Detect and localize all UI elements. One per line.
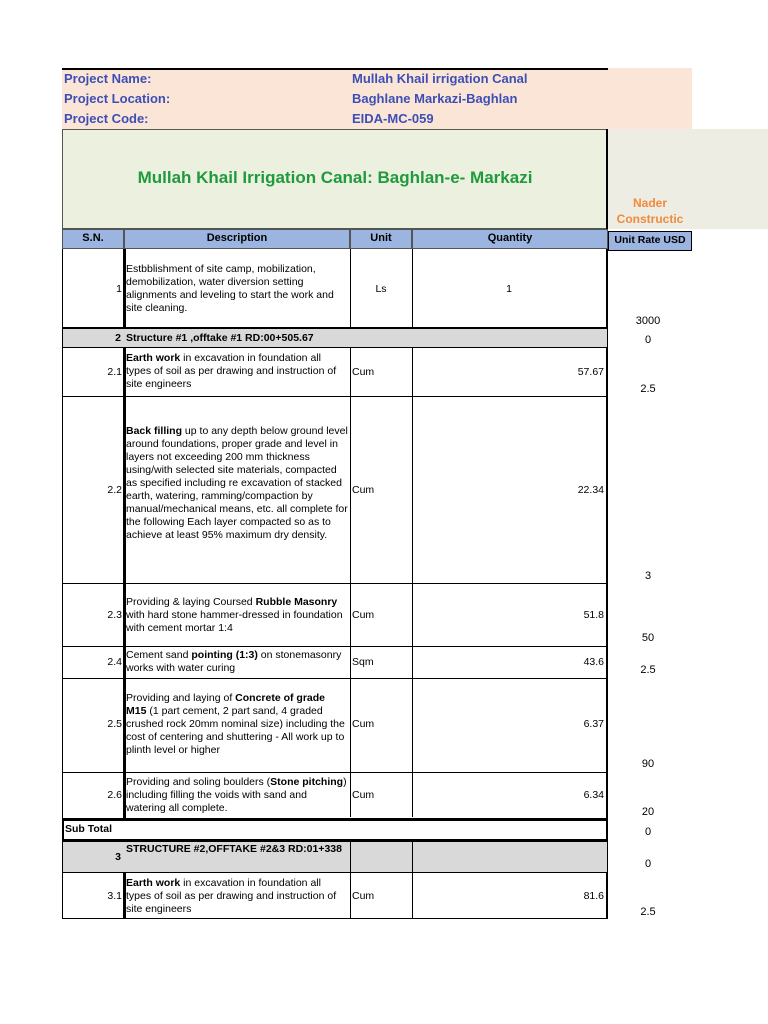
header-unit-rate: Unit Rate USD	[608, 231, 692, 251]
row-3-1-quantity: 81.6	[583, 890, 604, 902]
project-code-value: EIDA-MC-059	[352, 111, 434, 126]
row-2-2-text: up to any depth below ground level around foundations, proper grade and level in layers not exceeding 200 mm thickness using/with selected site materials, compacted as specified including re excavation of stacked earth, watering, ramming/compaction by manual/mechanical means, etc. all complete for the following Each layer compacted so as to achieve at least 95% maximum dry density.	[126, 425, 348, 541]
row-divider	[62, 678, 608, 679]
section-3-sn: 3	[115, 851, 121, 863]
contractor-name-line2: Constructic	[616, 212, 684, 226]
row-2-2-bold: Back filling	[126, 425, 183, 437]
project-name-value: Mullah Khail irrigation Canal	[352, 71, 528, 86]
row-2-1-unit: Cum	[352, 366, 375, 378]
row-2-3-bold: Rubble Masonry	[255, 596, 338, 608]
row-2-2-rate: 3	[644, 570, 652, 582]
row-2-2-quantity: 22.34	[577, 484, 604, 496]
row-2-6-pre: Providing and soling boulders (	[126, 776, 271, 788]
row-divider	[62, 772, 608, 773]
section-3-divider	[412, 841, 413, 919]
row-2-1-quantity: 57.67	[577, 366, 604, 378]
row-2-6-bold: Stone pitching	[270, 776, 344, 788]
header-description: Description	[124, 229, 350, 249]
row-1-unit: Ls	[375, 283, 387, 295]
row-2-5-rate: 90	[641, 758, 655, 770]
row-2-1-rate: 2.5	[640, 383, 656, 395]
row-2-6-sn: 2.6	[107, 789, 122, 801]
subtotal-label: Sub Total	[65, 823, 113, 835]
header-sn: S.N.	[62, 229, 124, 249]
row-2-4-rate: 2.5	[640, 664, 656, 676]
row-1-rate: 3000	[635, 315, 661, 327]
row-2-5-description	[126, 692, 348, 757]
row-2-4-description	[126, 649, 348, 675]
row-2-4-quantity: 43.6	[583, 656, 604, 668]
row-2-5-bold: Concrete of grade M15	[126, 692, 326, 717]
project-location-label: Project Location:	[64, 91, 171, 106]
row-2-6-quantity: 6.34	[583, 789, 604, 801]
row-divider	[62, 583, 608, 584]
row-2-3-pre: Providing & laying Coursed	[126, 596, 256, 608]
row-2-4-text: on stonemasonry works with water curing	[126, 649, 342, 674]
row-2-5-pre: Providing and laying of	[126, 692, 236, 704]
project-location-value: Baghlane Markazi-Baghlan	[352, 91, 518, 106]
project-code-label: Project Code:	[64, 111, 149, 126]
row-2-6-rate: 20	[641, 806, 655, 818]
row-2-5-text: (1 part cement, 2 part sand, 4 graded crushed rock 20mm nominal size) including the cost of centering and shuttering - All work up to plinth level or higher	[126, 705, 345, 756]
row-2-2-unit: Cum	[352, 484, 375, 496]
row-2-3-unit: Cum	[352, 609, 375, 621]
row-2-3-sn: 2.3	[107, 609, 122, 621]
contractor-name-line1: Nader	[632, 196, 667, 210]
row-2-1-text: in excavation in foundation all types of soil as per drawing and instruction of site engineers	[126, 352, 337, 390]
row-3-1-sn: 3.1	[107, 890, 122, 902]
row-divider	[62, 918, 608, 919]
row-1-description: Estbblishment of site camp, mobilization, demobilization, water diversion setting alignments and leveling to start the work and site cleaning.	[126, 263, 334, 314]
subtotal-row	[62, 819, 608, 841]
row-2-2-sn: 2.2	[107, 484, 122, 496]
row-2-1-bold: Earth work	[126, 352, 181, 364]
row-2-4-bold: pointing (1:3)	[191, 649, 258, 661]
row-2-6-unit: Cum	[352, 789, 375, 801]
row-2-2-description	[126, 425, 348, 542]
row-1-sn: 1	[116, 283, 122, 295]
section-3-rate: 0	[644, 858, 652, 870]
row-3-1-rate: 2.5	[640, 906, 656, 918]
subtotal-rate: 0	[644, 826, 652, 838]
row-3-1-unit: Cum	[352, 890, 375, 902]
row-2-4-pre: Cement sand	[126, 649, 192, 661]
row-2-5-quantity: 6.37	[583, 718, 604, 730]
header-unit: Unit	[350, 229, 412, 249]
row-1-quantity: 1	[506, 283, 512, 295]
row-3-1-description	[126, 877, 348, 916]
section-2-sn: 2	[115, 332, 121, 344]
row-2-5-unit: Cum	[352, 718, 375, 730]
row-2-5-sn: 2.5	[107, 718, 122, 730]
row-2-3-rate: 50	[641, 632, 655, 644]
row-2-6-description	[126, 776, 348, 815]
row-2-6-text: ) including filling the voids with sand and watering all complete.	[126, 776, 347, 814]
row-2-1-sn: 2.1	[107, 366, 122, 378]
row-3-1-bold: Earth work	[126, 877, 181, 889]
row-divider	[62, 646, 608, 647]
header-quantity: Quantity	[412, 229, 608, 249]
section-3-title: STRUCTURE #2,OFFTAKE #2&3 RD:01+338	[126, 843, 342, 855]
page-title: Mullah Khail Irrigation Canal: Baghlan-e- Markazi	[137, 168, 533, 187]
row-divider	[62, 396, 608, 397]
section-2-rate: 0	[644, 334, 652, 346]
row-2-1-description	[126, 352, 348, 391]
row-2-4-sn: 2.4	[107, 656, 122, 668]
row-2-3-text: with hard stone hammer-dressed in foundation with cement mortar 1:4	[126, 609, 343, 634]
row-3-1-text: in excavation in foundation all types of soil as per drawing and instruction of site engineers	[126, 877, 337, 915]
row-2-3-quantity: 51.8	[583, 609, 604, 621]
section-2-title: Structure #1 ,offtake #1 RD:00+505.67	[126, 332, 314, 344]
row-2-3-description	[126, 596, 348, 635]
project-name-label: Project Name:	[64, 71, 152, 86]
section-3-divider	[350, 841, 351, 919]
row-2-4-unit: Sqm	[352, 656, 374, 668]
